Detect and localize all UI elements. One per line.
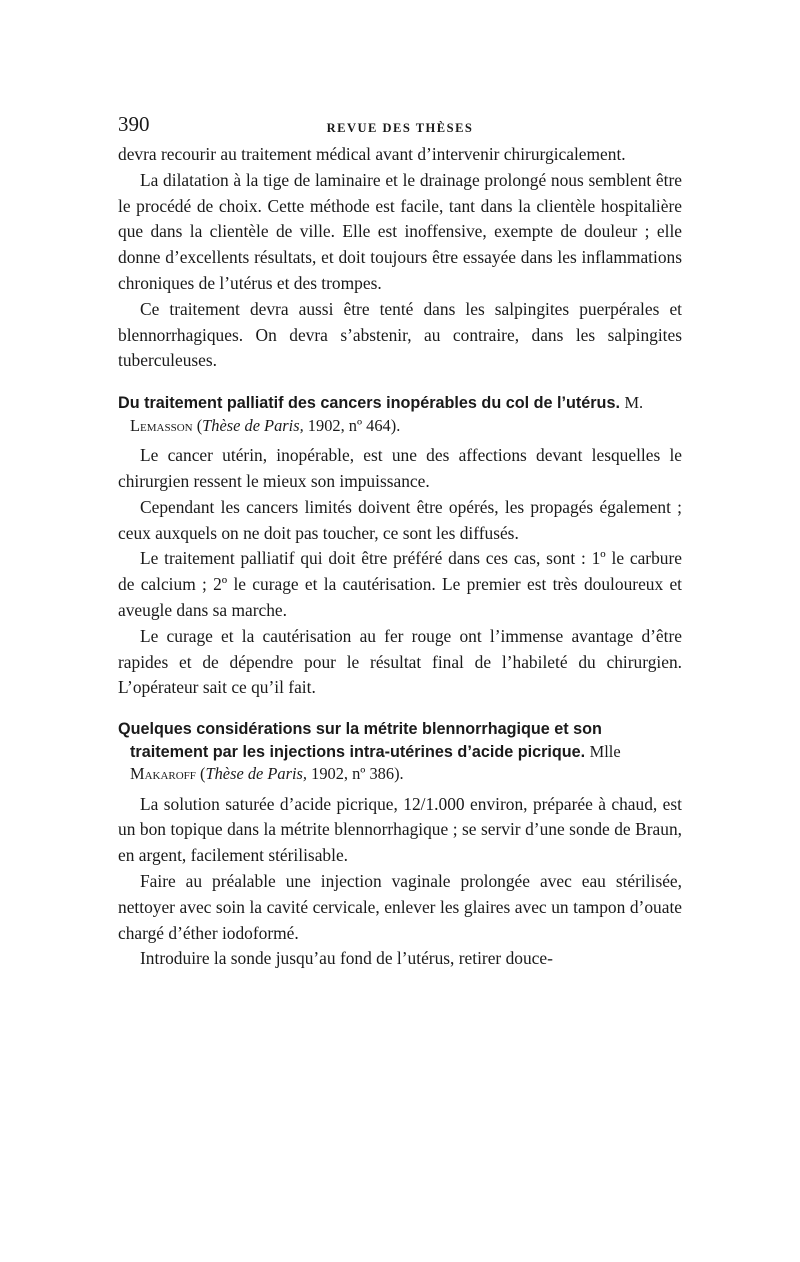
page-number: 390 — [118, 112, 150, 136]
citation-work: Thèse de Paris, — [202, 415, 304, 435]
section-heading — [118, 392, 682, 437]
paragraph: Le cancer utérin, inopérable, est une des affections devant lesquelles le chirurgien ressent le mieux son impuissance. — [118, 445, 682, 491]
citation: Mlle Makaroff (Thèse de Paris, 1902, nº 386). — [130, 741, 621, 784]
paragraph: devra recourir au traitement médical avant d’intervenir chirurgicalement. — [118, 144, 626, 164]
paragraph: Le curage et la cautérisation au fer rouge ont l’immense avantage d’être rapides et de dépendre pour le résultat final de l’habileté du chirurgien. L’opérateur sait ce qu’il fait. — [118, 625, 682, 698]
paragraph: Cependant les cancers limités doivent être opérés, les propagés également ; ceux auxquels on ne doit pas toucher, ce sont les diffusés. — [118, 496, 682, 543]
paragraph: La solution saturée d’acide picrique, 12/1.000 environ, préparée à chaud, est un bon topique dans la métrite blennorrhagique ; se servir d’une sonde de Braun, en argent, facilement stérilisable. — [118, 793, 682, 866]
section-heading — [118, 719, 682, 786]
paragraph: Ce traitement devra aussi être tenté dans les salpingites puerpérales et blennorrhagiques. On devra s’abstenir, au contraire, dans les salpingites tuberculeuses. — [118, 298, 682, 371]
paragraph: Introduire la sonde jusqu’au fond de l’utérus, retirer douce- — [140, 948, 553, 969]
paragraph: La dilatation à la tige de laminaire et le drainage prolongé nous semblent être le procédé de choix. Cette méthode est facile, tant dans la clientèle hospitalière que dans la clientèle de ville. Elle est inoffensive, exempte de douleur ; elle donne d’excellents résultats, et doit toujours être essayée dans les inflammations chroniques de l’utérus et des trompes. — [118, 169, 682, 293]
page-header — [118, 112, 682, 142]
citation-suffix: 1902, nº 464). — [307, 415, 401, 435]
citation-prefix: Mlle — [589, 741, 621, 761]
section-title: Quelques considérations sur la métrite blennorrhagique et son traitement par les injections intra-utérines d’acide picrique. — [118, 720, 602, 761]
paragraph: Faire au préalable une injection vaginale prolongée avec eau stérilisée, nettoyer avec soin la cavité cervicale, enlever les glaires avec un tampon d’ouate chargé d’éther iodoformé. — [118, 871, 682, 943]
book-page — [118, 112, 682, 972]
citation-suffix: 1902, nº 386). — [311, 764, 404, 784]
citation-prefix: M. — [624, 393, 644, 413]
paragraph: Le traitement palliatif qui doit être préféré dans ces cas, sont : 1º le carbure de calcium ; 2º le curage et la cautérisation. Le premier est très douloureux et aveugle dans sa marche. — [118, 548, 682, 620]
section-title: Du traitement palliatif des cancers inopérables du col de l’utérus. — [118, 394, 620, 413]
citation-author: Makaroff — [130, 764, 196, 784]
citation-author: Lemasson — [130, 415, 193, 435]
citation: M. Lemasson (Thèse de Paris, 1902, nº 464). — [130, 393, 644, 435]
running-head: REVUE DES THÈSES — [326, 121, 474, 135]
citation-work: Thèse de Paris, — [205, 764, 308, 784]
